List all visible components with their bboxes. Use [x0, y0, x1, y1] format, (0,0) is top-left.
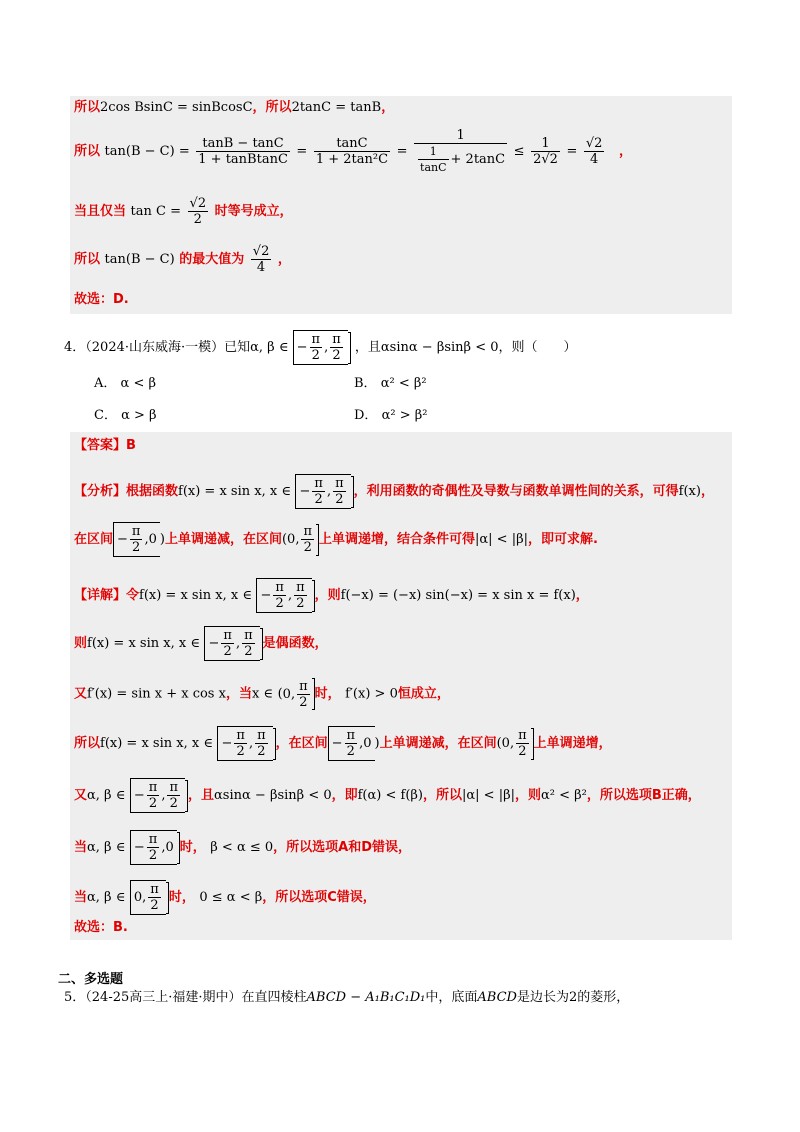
option-label: C．	[94, 408, 117, 423]
text: ，则（ ）	[498, 340, 577, 355]
math: f(x)	[678, 484, 701, 499]
interval: − $\frac{\pi}{2}$ ,0	[130, 830, 177, 865]
den: 4	[590, 152, 599, 167]
num: tanC	[314, 136, 390, 152]
option-c[interactable]	[94, 406, 157, 426]
answer-line	[74, 436, 136, 456]
detail-line-7	[74, 880, 376, 915]
text: ，在区间	[275, 736, 328, 751]
math: x ∈	[251, 686, 274, 702]
detail-line-1	[74, 578, 589, 613]
den: 2	[193, 212, 202, 227]
math: ABCD	[477, 990, 517, 1005]
num: √2	[189, 196, 207, 211]
question-source: （2024·山东威海·一模）已知	[85, 340, 251, 355]
math: tan(B − C) =	[104, 144, 190, 159]
text: 当	[74, 890, 88, 905]
math: 2	[569, 990, 578, 1005]
num: √2	[585, 136, 603, 151]
text: 恒成立，	[397, 686, 450, 702]
interval: − $\frac{\pi}{2}$ ,0	[328, 726, 375, 761]
math: |α| < |β|	[475, 532, 528, 547]
num: tanB − tanC	[196, 136, 290, 152]
fraction	[188, 196, 209, 227]
text: 所以	[74, 252, 101, 267]
text: 时等号成立，	[214, 204, 293, 219]
interval: − $\frac{\pi}{2}$ , $\frac{\pi}{2}$	[295, 474, 350, 509]
text: 故选：D.	[74, 292, 129, 307]
math: f′(x) = sin x + x cos x	[87, 686, 226, 702]
math: α² < β²	[541, 788, 587, 803]
text: ，所以	[423, 788, 463, 803]
interval: 0, $\frac{\pi}{2}$	[282, 678, 308, 710]
question-number: 4．	[64, 340, 86, 355]
interval: − $\frac{\pi}{2}$ ,0	[113, 522, 160, 557]
den: 4	[256, 260, 266, 275]
math: α, β ∈	[87, 840, 126, 855]
text: 【分析】根据函数	[74, 484, 179, 499]
option-text: α² < β²	[380, 376, 427, 391]
text: 上单调递增，结合条件可得	[319, 532, 476, 547]
option-text: α² > β²	[381, 408, 428, 423]
num: 1	[531, 136, 560, 152]
text: ，利用函数的奇偶性及导数与函数单调性间的关系，可得	[353, 484, 679, 499]
option-b[interactable]	[354, 374, 427, 394]
text: 上单调递减，在区间	[164, 532, 282, 547]
den: 1 + 2tan²C	[315, 152, 389, 167]
text: 所以	[74, 100, 101, 115]
option-text: α > β	[121, 408, 157, 423]
detail-line-6	[74, 830, 411, 865]
interval: − $\frac{\pi}{2}$ , $\frac{\pi}{2}$	[204, 626, 259, 661]
den: 2√2	[533, 152, 558, 167]
detail-line-8	[74, 918, 128, 938]
den: 1 + tanBtanC	[198, 152, 288, 167]
answer: 【答案】B	[74, 438, 136, 453]
text: 所以	[74, 144, 101, 159]
math: f(x) = x sin x, x ∈	[87, 636, 200, 651]
fraction	[414, 128, 507, 175]
text: 则	[74, 636, 88, 651]
text: ，	[700, 484, 714, 499]
text: ，且	[188, 788, 215, 803]
interval: − $\frac{\pi}{2}$ , $\frac{\pi}{2}$	[256, 578, 311, 613]
neg: −	[296, 340, 308, 355]
text: 在区间	[74, 532, 114, 547]
option-label: B．	[354, 376, 377, 391]
option-text: α < β	[120, 376, 156, 391]
math: tan(B − C)	[104, 252, 175, 267]
math: αsinα − βsinβ < 0	[380, 340, 499, 355]
text: 是偶函数，	[262, 636, 328, 651]
option-label: D．	[354, 408, 378, 423]
option-label: A．	[94, 376, 117, 391]
math: f(x) = x sin x, x ∈	[178, 484, 291, 499]
fraction	[531, 136, 560, 167]
analysis-line-2: 在区间 − $\frac{\pi}{2}$ ,0 )上单调递减，在区间(0, $\frac{\pi}{2}$ 上单调递增，结合条件可得|α| < |β|，即可求解.	[74, 524, 598, 555]
math: f′(x) > 0	[345, 686, 398, 702]
question-5	[64, 988, 629, 1008]
num: π	[311, 332, 321, 347]
interval: − $\frac{\pi}{2}$ , $\frac{\pi}{2}$	[217, 726, 272, 761]
bracket-left	[293, 330, 348, 365]
analysis-line-1	[74, 474, 714, 509]
fraction	[314, 136, 390, 167]
den: 2	[311, 348, 320, 363]
math: α, β ∈	[87, 890, 126, 905]
b1-line5	[74, 290, 129, 310]
math: 2tanC = tanB	[291, 100, 382, 115]
num: √2	[252, 244, 270, 259]
text: 的最大值为	[179, 252, 245, 267]
b1-line3	[74, 196, 293, 227]
text: 当	[74, 840, 88, 855]
text: 又	[74, 686, 88, 702]
text: ，即	[331, 788, 358, 803]
text: 时，	[314, 686, 341, 702]
question-number: 5．	[64, 990, 86, 1005]
math: tan C =	[130, 204, 181, 219]
den-tail: + 2tanC	[450, 152, 506, 167]
text: 上单调递增，	[533, 736, 612, 751]
text: 是边长为	[516, 990, 569, 1005]
math: β < α ≤ 0	[210, 840, 274, 855]
num: 1	[418, 144, 448, 160]
fraction	[251, 244, 272, 275]
text: 所以	[74, 736, 101, 751]
den: tanC	[420, 161, 447, 174]
text: ，当	[225, 686, 252, 702]
text: 时，	[179, 840, 206, 855]
text: 时，	[168, 890, 195, 905]
b1-line2: 所以 tan(B − C) = $\frac{\tan B - \tan C}{\text{1 + tanBtanC}}$ = $\frac{\tan C}{\text{1 + 2tan²C}}$ = 1 $\frac{1}{\tan C}$ + 2tanC ≤ $\frac{1}{2√2}$ = $\frac{√2}{4}$ ，	[74, 128, 632, 174]
math: 0 ≤ α < β	[199, 890, 263, 905]
math: f(α) < f(β)	[357, 788, 423, 803]
text: ，所以选项C错误，	[262, 890, 376, 905]
num: 1	[414, 128, 507, 144]
interval: 0, $\frac{\pi}{2}$	[501, 728, 527, 759]
detail-line-3: 又f′(x) = sin x + x cos x，当x ∈ (0, $\frac{\pi}{2}$ 时， f′(x) > 0恒成立，	[74, 678, 450, 710]
text: 故选：B.	[74, 920, 128, 935]
text: ，	[575, 588, 589, 603]
text: 当且仅当	[74, 204, 127, 219]
option-d[interactable]	[354, 406, 427, 426]
text: ，即可求解.	[528, 532, 598, 547]
text: ，	[381, 100, 395, 115]
interval: − $\frac{\pi}{2}$ , $\frac{\pi}{2}$	[130, 778, 185, 813]
question-4	[64, 330, 577, 365]
math: α, β ∈	[87, 788, 126, 803]
interval: 0, $\frac{\pi}{2}$	[287, 524, 312, 555]
fraction	[196, 136, 290, 167]
text: ，	[618, 144, 632, 159]
text: ，	[277, 252, 291, 267]
text: （24-25高三上·福建·期中）在直四棱柱	[85, 990, 307, 1005]
text: 中，底面	[425, 990, 478, 1005]
math: f(x) = x sin x, x ∈	[139, 588, 252, 603]
text: ，所以	[252, 100, 292, 115]
sep: ,	[324, 340, 329, 355]
option-a[interactable]	[94, 374, 156, 394]
text: 【详解】令	[74, 588, 140, 603]
text: ，所以选项A和D错误，	[273, 840, 412, 855]
den: 2	[332, 348, 341, 363]
text: 的菱形，	[577, 990, 630, 1005]
text: ，所以选项B正确，	[586, 788, 701, 803]
math: αsinα − βsinβ < 0	[214, 788, 332, 803]
detail-line-5	[74, 778, 701, 813]
math: |α| < |β|	[462, 788, 515, 803]
text: ，且	[354, 340, 381, 355]
math: α, β ∈	[250, 340, 289, 355]
b1-line1	[74, 98, 394, 118]
detail-line-4: 所以f(x) = x sin x, x ∈ − $\frac{\pi}{2}$ , $\frac{\pi}{2}$ ，在区间 − $\frac{\pi}{2}$ ,0 )上单调递减，在区间(0, $\frac{\pi}{2}$ 上单调递增，	[74, 728, 612, 759]
fraction	[584, 136, 605, 167]
section-heading: 二、多选题	[58, 972, 124, 987]
num: π	[332, 332, 341, 347]
b1-line4	[74, 244, 291, 275]
math: f(x) = x sin x, x ∈	[100, 736, 213, 751]
interval: 0, $\frac{\pi}{2}$	[130, 880, 166, 915]
math: f(−x) = (−x) sin(−x) = x sin x = f(x)	[340, 588, 576, 603]
text: 又	[74, 788, 88, 803]
text: 上单调递减，在区间	[379, 736, 497, 751]
math: ABCD − A₁B₁C₁D₁	[306, 990, 426, 1005]
detail-line-2	[74, 626, 328, 661]
text: ，则	[515, 788, 542, 803]
text: ，则	[314, 588, 341, 603]
math: 2cos BsinC = sinBcosC	[100, 100, 253, 115]
